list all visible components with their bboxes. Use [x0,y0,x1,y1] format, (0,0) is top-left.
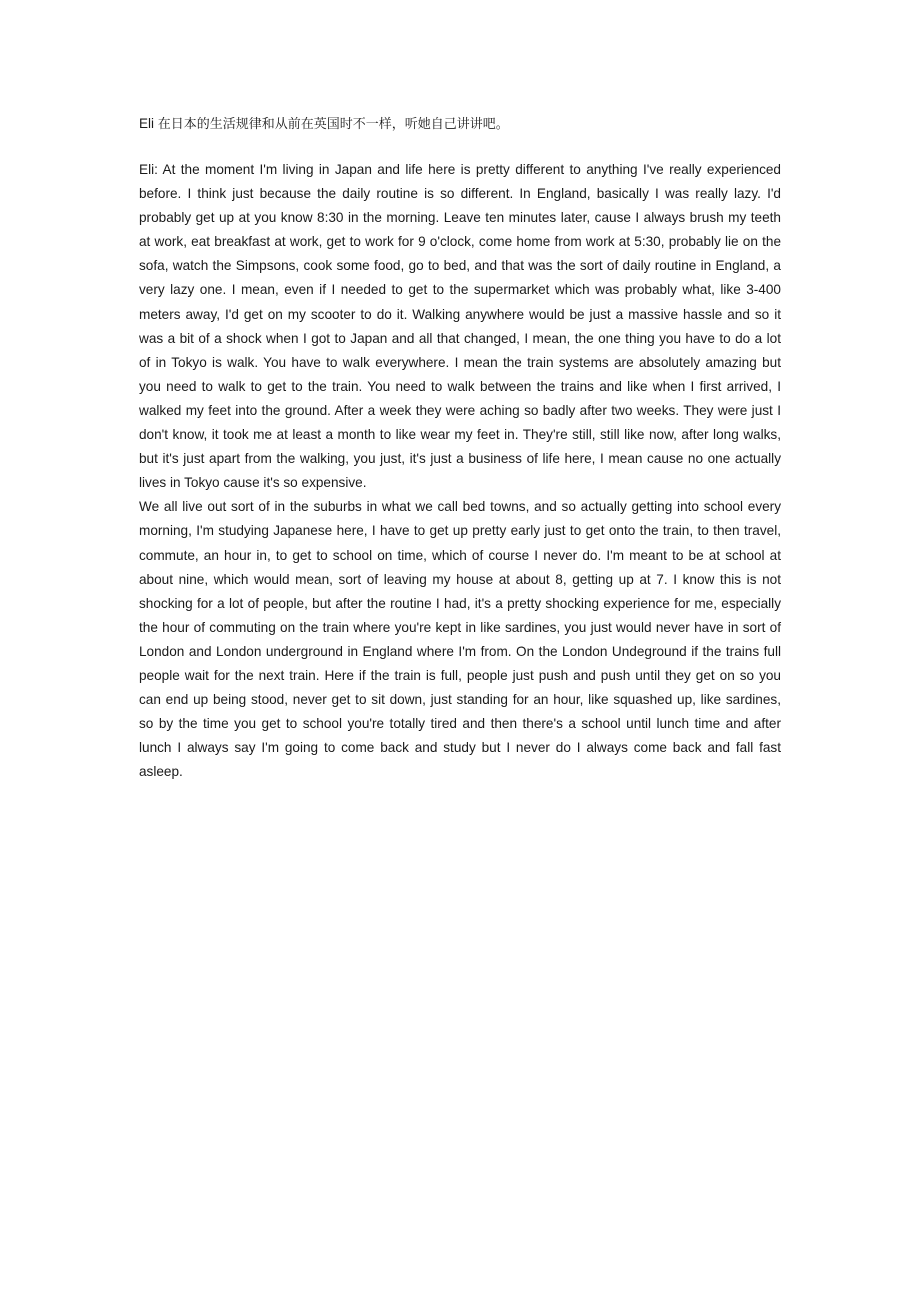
text-line: meters away, I'd get on my scooter to do it. Walking anywhere would be just a massive hassle and so it [139,306,781,322]
text-line: morning, I'm studying Japanese here, I have to get up pretty early just to get onto the train, to then travel, [139,523,781,539]
text-line: about nine, which would mean, sort of leaving my house at about 8, getting up at 7. I know this is not [139,571,781,587]
text-line: London and London underground in England where I'm from. On the London Undeground if the trains full [139,643,781,659]
text-line: but it's just apart from the walking, you just, it's just a business of life here, I mean cause no one actually [139,451,781,467]
text-line: don't know, it took me at least a month to like wear my feet in. They're still, still like now, after long walks, [139,427,781,443]
text-line: lives in Tokyo cause it's so expensive. [139,475,367,491]
text-line: Eli: At the moment I'm living in Japan and life here is pretty different to anything I've really experienced [139,162,781,177]
transcript [139,158,781,784]
text-line: people wait for the next train. Here if the train is full, people just push and push until they get on so you [139,667,781,683]
text-line: so by the time you get to school you're totally tired and then there's a school until lunch time and after [139,716,781,732]
text-line: very lazy one. I mean, even if I needed to get to the supermarket which was probably what, like 3-400 [139,282,781,298]
text-line: commute, an hour in, to get to school on time, which of course I never do. I'm meant to be at school at [139,547,781,563]
text-line: was a bit of a shock when I got to Japan and all that changed, I mean, the one thing you have to do a lot [139,330,781,346]
text-line: We all live out sort of in the suburbs in what we call bed towns, and so actually getting into school every [139,499,781,515]
text-line: before. I think just because the daily routine is so different. In England, basically I was really lazy. I'd [139,186,781,202]
intro-text: 在日本的生活规律和从前在英国时不一样，听她自己讲讲吧。 [157,117,509,132]
text-line: probably get up at you know 8:30 in the morning. Leave ten minutes later, cause I always brush my teeth [139,210,781,226]
paragraph-2 [139,495,781,784]
text-line: shocking for a lot of people, but after the routine I had, it's a pretty shocking experience for me, especially [139,595,781,611]
text-line: walked my feet into the ground. After a week they were aching so badly after two weeks. They were just I [139,402,781,418]
text-line: you need to walk to get to the train. You need to walk between the trains and like when I first arrived, I [139,378,781,394]
text-line: at work, eat breakfast at work, get to work for 9 o'clock, come home from work at 5:30, probably lie on the [139,234,781,250]
text-line: sofa, watch the Simpsons, cook some food, go to bed, and that was the sort of daily routine in England, a [139,258,781,274]
intro-line [139,115,509,134]
text-line: can end up being stood, never get to sit down, just standing for an hour, like squashed up, like sardines, [139,692,781,708]
paragraph-1 [139,158,781,495]
text-line: of in Tokyo is walk. You have to walk everywhere. I mean the train systems are absolutely amazing but [139,354,781,370]
text-line: asleep. [139,764,183,780]
text-line: the hour of commuting on the train where you're kept in like sardines, you just would never have in sort of [139,619,781,635]
intro-name: Eli [139,116,155,131]
text-line: lunch I always say I'm going to come back and study but I never do I always come back and fall fast [139,740,781,756]
